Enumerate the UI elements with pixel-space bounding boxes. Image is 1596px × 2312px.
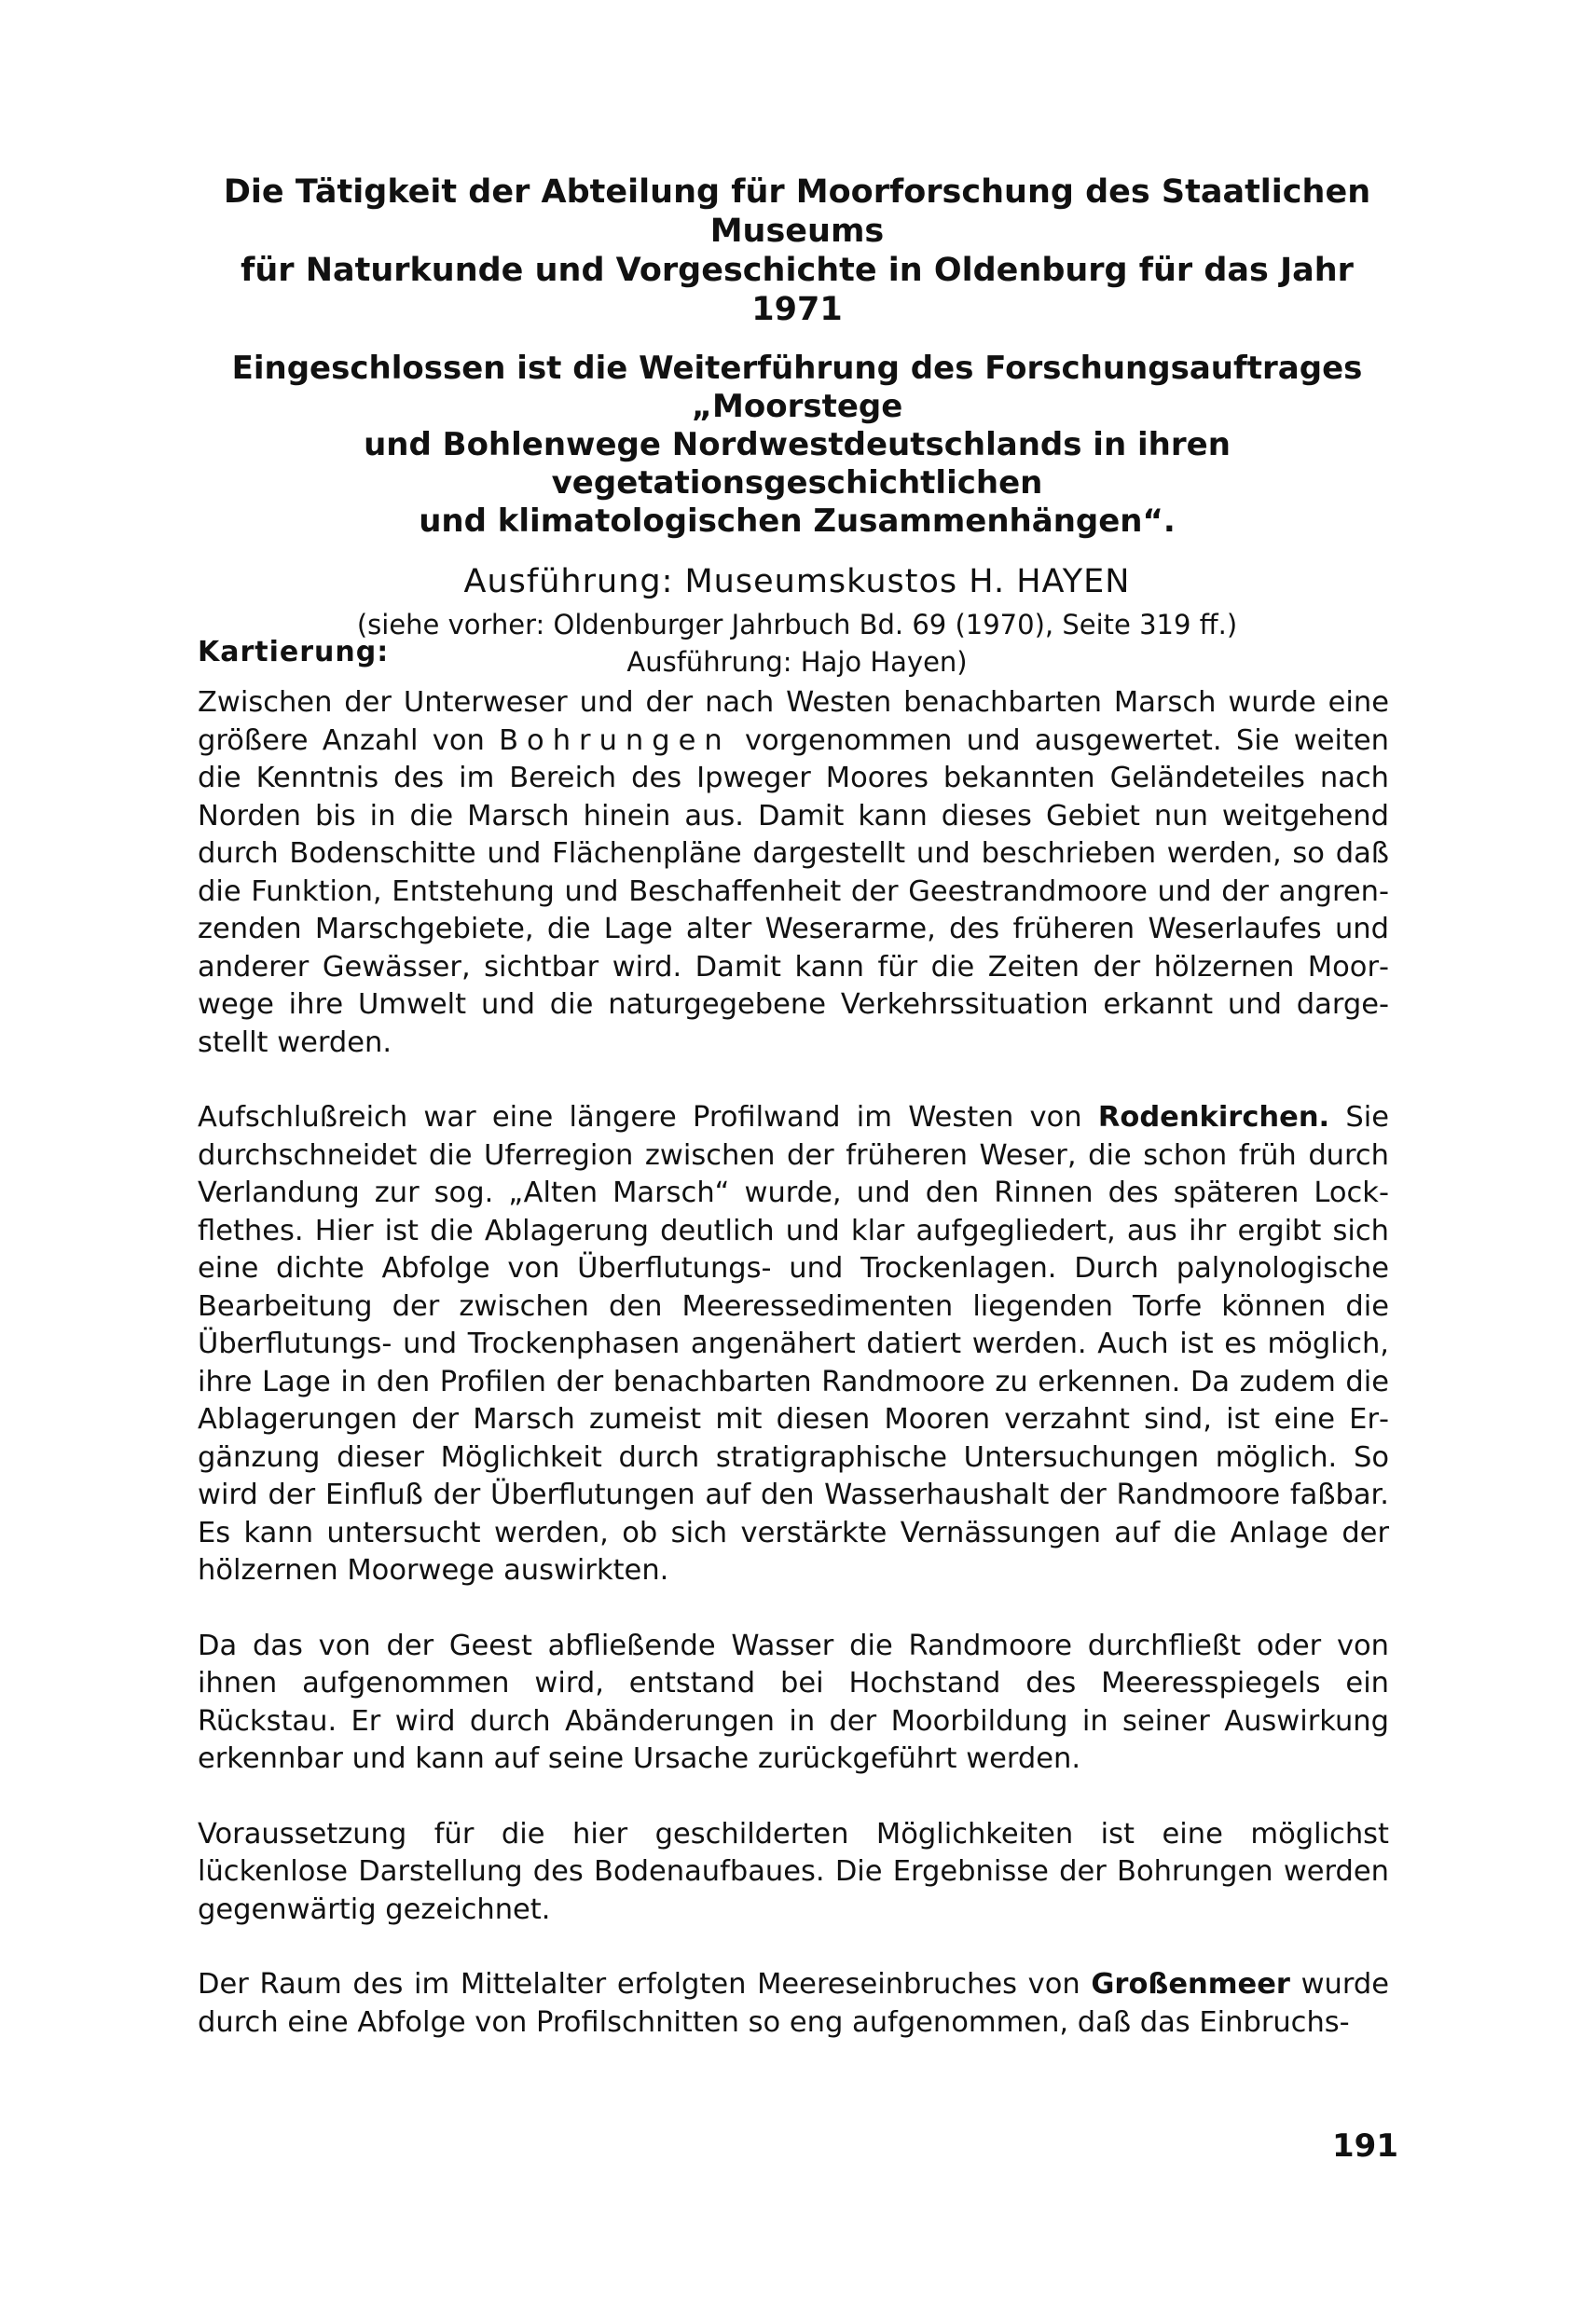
document-header xyxy=(196,172,1398,681)
page-title xyxy=(196,172,1398,329)
execution-note-line-2: Ausführung: Hajo Hayen) xyxy=(626,646,968,678)
paragraph-1 xyxy=(198,684,1389,1062)
paragraph-2-part-a: Aufschlußreich war eine längere Profilwand im Westen von xyxy=(198,1101,1098,1134)
title-line-1: Die Tätigkeit der Abteilung für Moorforschung des Staatlichen Museums xyxy=(223,173,1371,250)
section-heading: Kartierung: xyxy=(198,636,390,668)
page-number: 191 xyxy=(1332,2127,1398,2165)
paragraph-1-part-a: Zwischen der Unterweser und der nach Westen benachbarten Marsch wurde eine größere Anzahl von xyxy=(198,686,1389,757)
title-line-3: 1971 xyxy=(751,291,843,328)
paragraph-4: Voraussetzung für die hier geschilderten Möglichkeiten ist eine möglichst lückenlose Darstellung des Bodenaufbaues. Die Ergebnisse der Bohrungen werden gegenwärtig gezeichnet. xyxy=(198,1817,1389,1926)
paragraph-5-place-name: Großenmeer xyxy=(1091,1968,1290,2001)
paragraph-5 xyxy=(198,1966,1389,2042)
execution-note-line-1: (siehe vorher: Oldenburger Jahrbuch Bd. 69 (1970), Seite 319 ff.) xyxy=(356,609,1238,640)
paragraph-2-part-b: Sie durchschneidet die Uferregion zwischen der früheren Weser, die schon früh durch Verlandung zur sog. „Alten Marsch“ wurde, und den Rinnen des späteren Lockflethes. Hier ist die Ablagerung deutlich und klar aufgegliedert, aus ihr ergibt sich eine dichte Abfolge von Überflutungs- und Trockenlagen. Durch palynologische Bearbeitung der zwischen den Meeressedimenten liegenden Torfe können die Überflutungs- und Trockenphasen angenähert datiert werden. Auch ist es möglich, ihre Lage in den Profilen der benachbarten Randmoore zu erkennen. Da zudem die Ablagerungen der Marsch zumeist mit diesen Mooren verzahnt sind, ist eine Ergänzung dieser Möglichkeit durch stratigraphische Untersuchungen möglich. So wird der Einfluß der Überflutungen auf den Wasserhaushalt der Randmoore faßbar. Es kann untersucht werden, ob sich verstärkte Vernässungen auf die Anlage der hölzernen Moorwege auswirkten. xyxy=(198,1101,1390,1587)
paragraph-2-place-name: Rodenkirchen. xyxy=(1097,1101,1330,1134)
title-line-2: für Naturkunde und Vorgeschichte in Oldenburg für das Jahr xyxy=(241,252,1354,289)
paragraph-1-part-b: vorgenommen und ausgewertet. Sie weiten die Kenntnis des im Bereich des Ipweger Moores bekannten Geländeteiles nach Norden bis in die Marsch hinein aus. Damit kann dieses Gebiet nun weitgehend durch Bodenschitte und Flächenpläne dargestellt und beschrieben werden, so daß die Funktion, Entstehung und Beschaffenheit der Geestrandmoore und der angrenzenden Marschgebiete, die Lage alter Weserarme, des früheren Weserlaufes und anderer Gewässer, sichtbar wird. Damit kann für die Zeiten der hölzernen Moorwege ihre Umwelt und die naturgegebene Verkehrssituation erkannt und dargestellt werden. xyxy=(198,723,1389,1059)
page-subtitle xyxy=(196,350,1398,541)
paragraph-5-part-a: Der Raum des im Mittelalter erfolgten Meereseinbruches von xyxy=(198,1968,1092,2001)
paragraph-1-emphasis: Bohrungen xyxy=(499,723,731,757)
paragraph-5-part-b: wurde durch eine Abfolge von Profilschnitten so eng aufgenommen, daß das Einbruchs- xyxy=(198,1968,1389,2039)
execution-credit: Ausführung: Museumskustos H. HAYEN xyxy=(463,563,1131,600)
subtitle-line-2: und Bohlenwege Nordwestdeutschlands in ihren vegetationsgeschichtlichen xyxy=(364,426,1231,502)
document-body xyxy=(198,634,1389,2079)
paragraph-3: Da das von der Geest abfließende Wasser die Randmoore durchfließt oder von ihnen aufgenommen wird, entstand bei Hochstand des Meeresspiegels ein Rückstau. Er wird durch Abänderungen in der Moorbildung in seiner Auswirkung erkennbar und kann auf seine Ursache zurückgeführt werden. xyxy=(198,1629,1389,1775)
subtitle-line-1: Eingeschlossen ist die Weiterführung des Forschungsauftrages „Moorstege xyxy=(231,350,1363,425)
subtitle-line-3: und klimatologischen Zusammenhängen“. xyxy=(419,502,1176,540)
paragraph-2 xyxy=(198,1099,1389,1590)
